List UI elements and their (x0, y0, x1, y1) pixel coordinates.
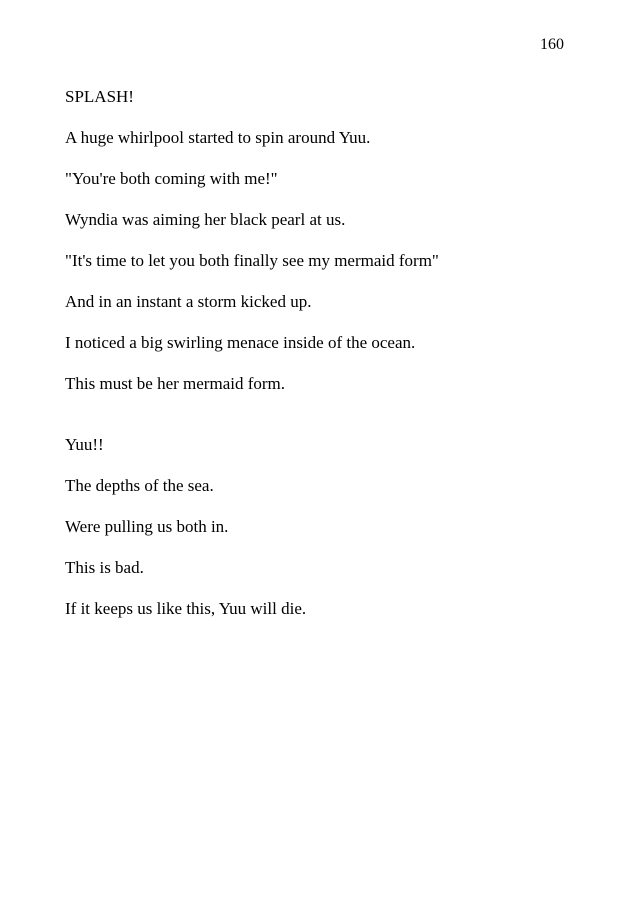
text-line: "You're both coming with me!" (65, 169, 278, 188)
text-line: Were pulling us both in. (65, 517, 229, 536)
text-line: Yuu!! (65, 435, 104, 454)
text-line: I noticed a big swirling menace inside of the ocean. (65, 333, 416, 352)
page-number: 160 (540, 36, 564, 53)
text-line: This is bad. (65, 558, 144, 577)
text-line: "It's time to let you both finally see my mermaid form" (65, 251, 439, 270)
text-line: This must be her mermaid form. (65, 374, 286, 393)
text-line: SPLASH! (65, 87, 134, 106)
text-line: Wyndia was aiming her black pearl at us. (65, 210, 346, 229)
text-line: If it keeps us like this, Yuu will die. (65, 599, 307, 618)
text-line: The depths of the sea. (65, 476, 214, 495)
text-line: And in an instant a storm kicked up. (65, 292, 312, 311)
text-line: A huge whirlpool started to spin around Yuu. (65, 128, 371, 147)
